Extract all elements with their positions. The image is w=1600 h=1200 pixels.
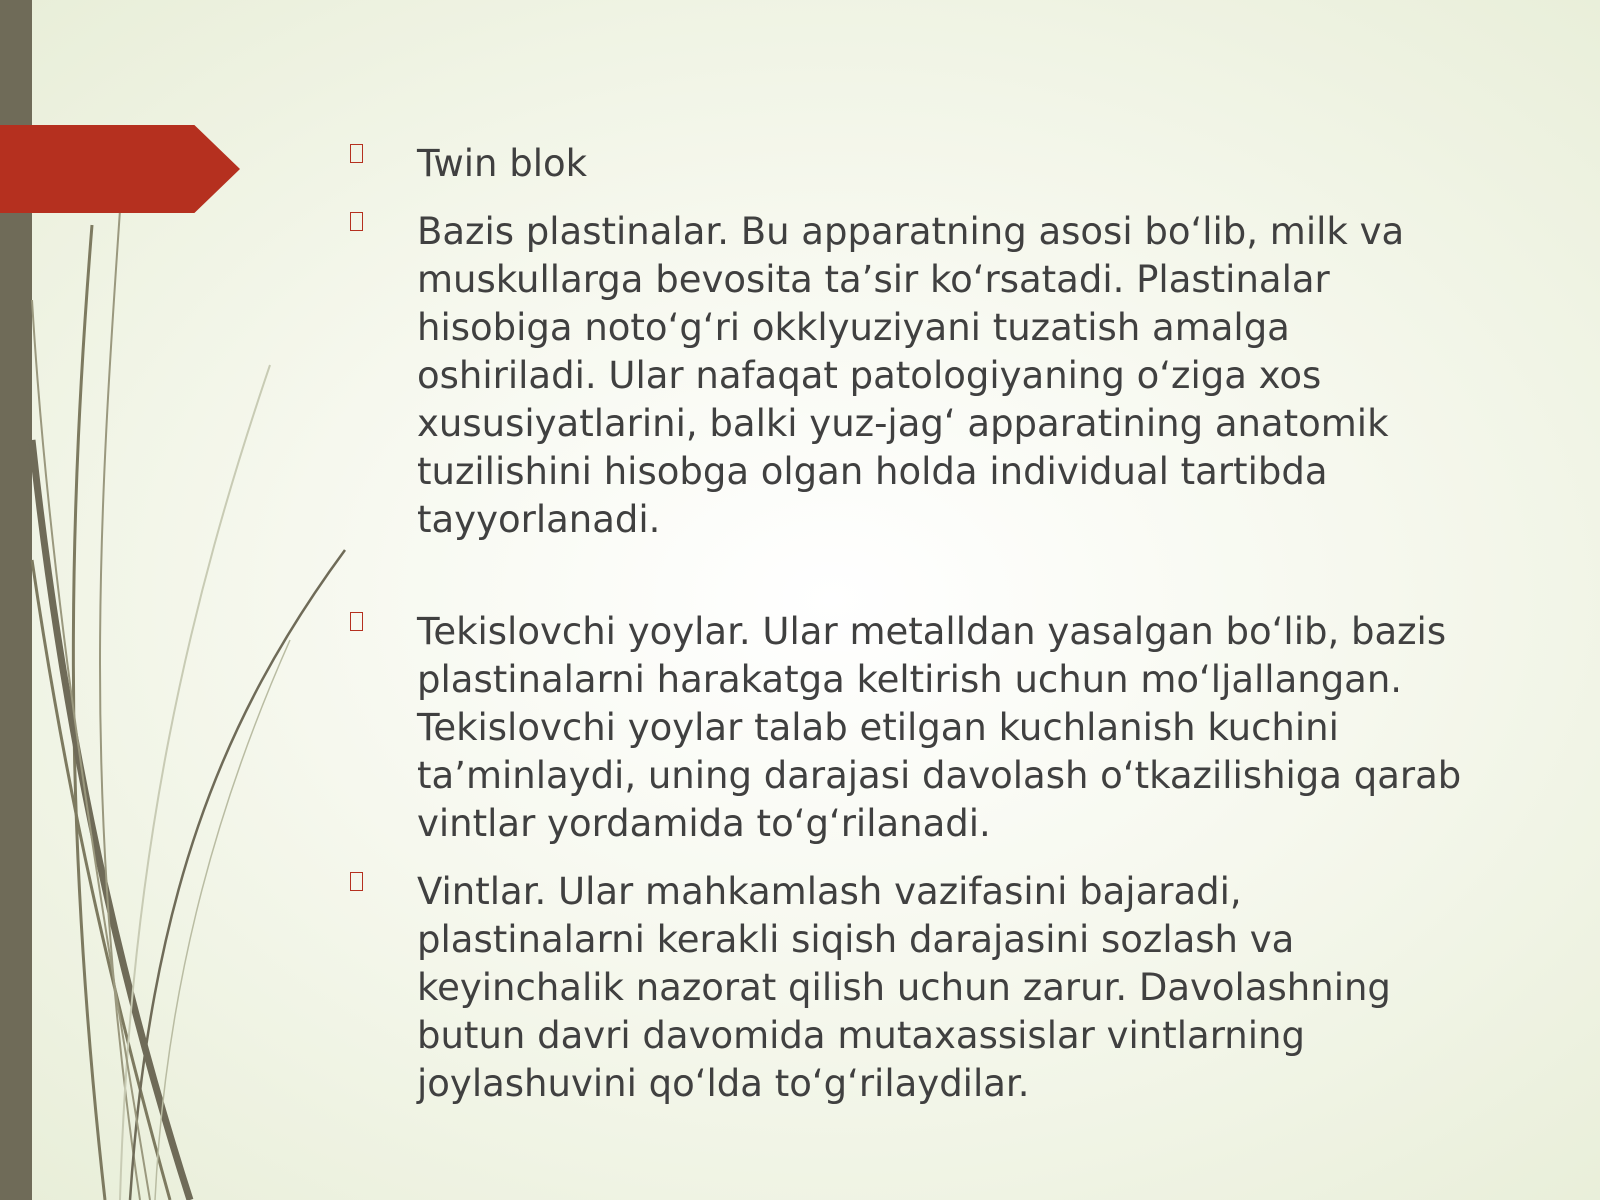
bullet-item-vintlar — [350, 868, 1480, 1108]
bullet-item-tekislovchi-yoylar — [350, 608, 1480, 848]
bullet-text: Tekislovchi yoylar. Ular metalldan yasalgan bo‘lib, bazis plastinalarni harakatga keltirish uchun mo‘ljallangan. Tekislovchi yoylar talab etilgan kuchlanish kuchini ta’minlaydi, uning darajasi davolash o‘tkazilishiga qarab vintlar yordamida to‘g‘rilanadi. — [417, 610, 1462, 845]
bullet-marker-icon — [350, 612, 363, 631]
bullet-marker-icon — [350, 144, 363, 163]
bullet-text: Bazis plastinalar. Bu apparatning asosi bo‘lib, milk va muskullarga bevosita ta’sir ko‘rsatadi. Plastinalar hisobiga noto‘g‘ri okklyuziyani tuzatish amalga oshiriladi. Ular nafaqat patologiyaning o‘ziga xos xususiyatlarini, balki yuz-jag‘ apparatining anatomik tuzilishini hisobga olgan holda individual tartibda tayyorlanadi. — [417, 210, 1405, 541]
bullet-list — [350, 140, 1480, 1128]
accent-arrow — [0, 125, 240, 213]
bullet-marker-icon — [350, 872, 363, 891]
bullet-text: Vintlar. Ular mahkamlash vazifasini bajaradi, plastinalarni kerakli siqish darajasini sozlash va keyinchalik nazorat qilish uchun zarur. Davolashning butun davri davomida mutaxassislar vintlarning joylashuvini qo‘lda to‘g‘rilaydilar. — [417, 870, 1391, 1105]
bullet-marker-icon — [350, 212, 363, 231]
bullet-text: Twin blok — [417, 142, 588, 185]
bullet-item-twin-blok — [350, 140, 1480, 188]
bullet-item-bazis-plastinalar — [350, 208, 1480, 544]
